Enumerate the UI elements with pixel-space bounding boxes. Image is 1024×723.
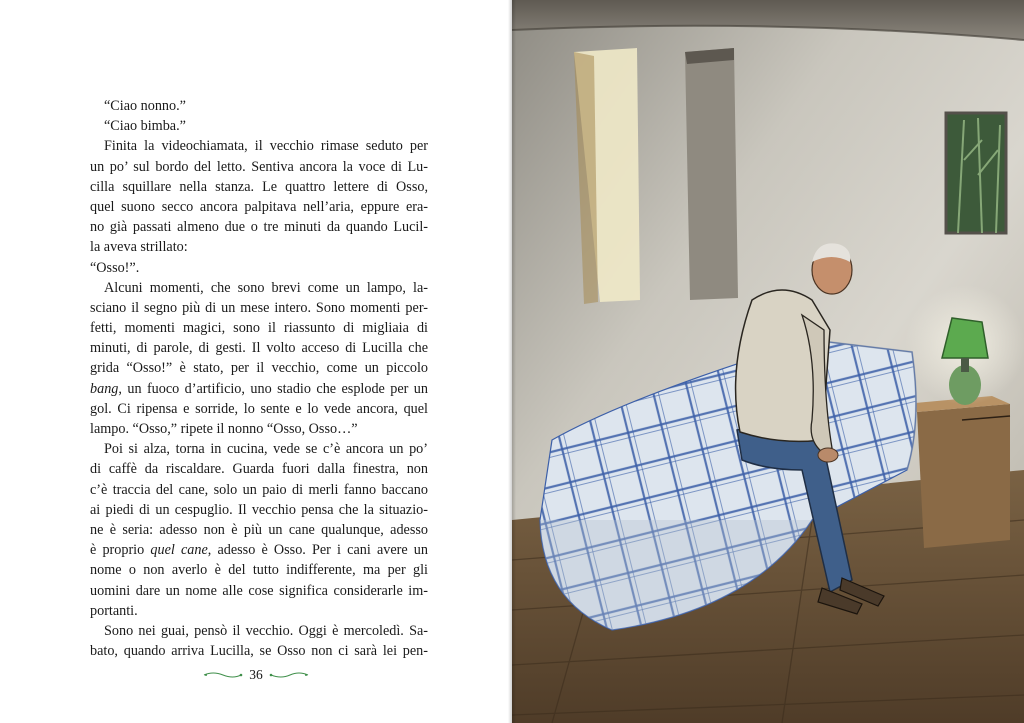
text-line: di caffè da riscaldare. Guarda fuori dalla finestra, non <box>90 461 428 478</box>
italic-word: quel cane <box>150 542 208 559</box>
text-line: grida “Osso!” è stato, per il vecchio, come un piccolo <box>90 360 428 377</box>
text-line: ai piedi di un cespuglio. Il vecchio pensa che la situazio- <box>90 501 428 518</box>
text-line-with-italic: è proprio quel cane, adesso è Osso. Per i cani avere un <box>90 542 428 559</box>
text-line: cilla squillare nella stanza. Le quattro lettere di Osso, <box>90 178 428 195</box>
text-line: “Ciao bimba.” <box>104 118 186 135</box>
text-line: “Osso!”. <box>90 259 140 276</box>
text-line: Alcuni momenti, che sono brevi come un lampo, la- <box>104 279 428 296</box>
text-line: Poi si alza, torna in cucina, vede se c’è ancora un po’ <box>104 441 428 458</box>
text-line: ne è seria: adesso non è più un cane qualunque, adesso <box>90 521 428 538</box>
text-line: sciano il segno più di un mese intero. Sono momenti per- <box>90 299 428 316</box>
text-line: portanti. <box>90 602 138 619</box>
text-line: Sono nei guai, pensò il vecchio. Oggi è mercoledì. Sa- <box>104 622 428 639</box>
text-line: fetti, momenti magici, sono il riassunto di migliaia di <box>90 320 428 337</box>
text-line: nome o non averlo è del tutto indifferente, ma per gli <box>90 562 428 579</box>
text-line: c’è traccia del cane, solo un paio di merli fanno baccano <box>90 481 428 498</box>
book-gutter <box>508 0 516 723</box>
text-line: uomini dare un nome alle cose significa considerarle im- <box>90 582 428 599</box>
page-number: 36 <box>249 667 263 682</box>
text-line: bato, quando arriva Lucilla, se Osso non ci sarà lei pen- <box>90 643 428 660</box>
text-line: no già passati almeno due o tre minuti da quando Lucil- <box>90 219 428 236</box>
text-line: la aveva strillato: <box>90 239 188 256</box>
text-line: quel suono secco ancora palpitava nell’aria, eppure era- <box>90 198 428 215</box>
right-page-illustration <box>512 0 1024 723</box>
text-line: gol. Ci ripensa e sorride, lo sente e lo vede ancora, quel <box>90 400 428 417</box>
doorway-dark <box>685 48 738 300</box>
page-number-footer <box>200 665 312 685</box>
text-line: “Ciao nonno.” <box>104 98 186 114</box>
text-line: lampo. “Osso,” ripete il nonno “Osso, Osso…” <box>90 421 358 437</box>
text-line: Finita la videochiamata, il vecchio rimase seduto per <box>104 138 428 155</box>
text-line-with-italic: bang, un fuoco d’artificio, uno stadio che esplode per un <box>90 380 428 397</box>
right-ornament-icon <box>269 670 309 680</box>
text-line: un po’ sul bordo del letto. Sentiva ancora la voce di Lu- <box>90 158 428 175</box>
nightstand <box>917 404 1010 548</box>
text-line: minuti, di parole, di gesti. Il volto acceso di Lucilla che <box>90 340 428 357</box>
old-man-sitting-on-bed-illustration <box>512 0 1024 723</box>
italic-word: bang <box>90 380 119 397</box>
body-text <box>90 96 428 661</box>
left-ornament-icon <box>203 670 243 680</box>
